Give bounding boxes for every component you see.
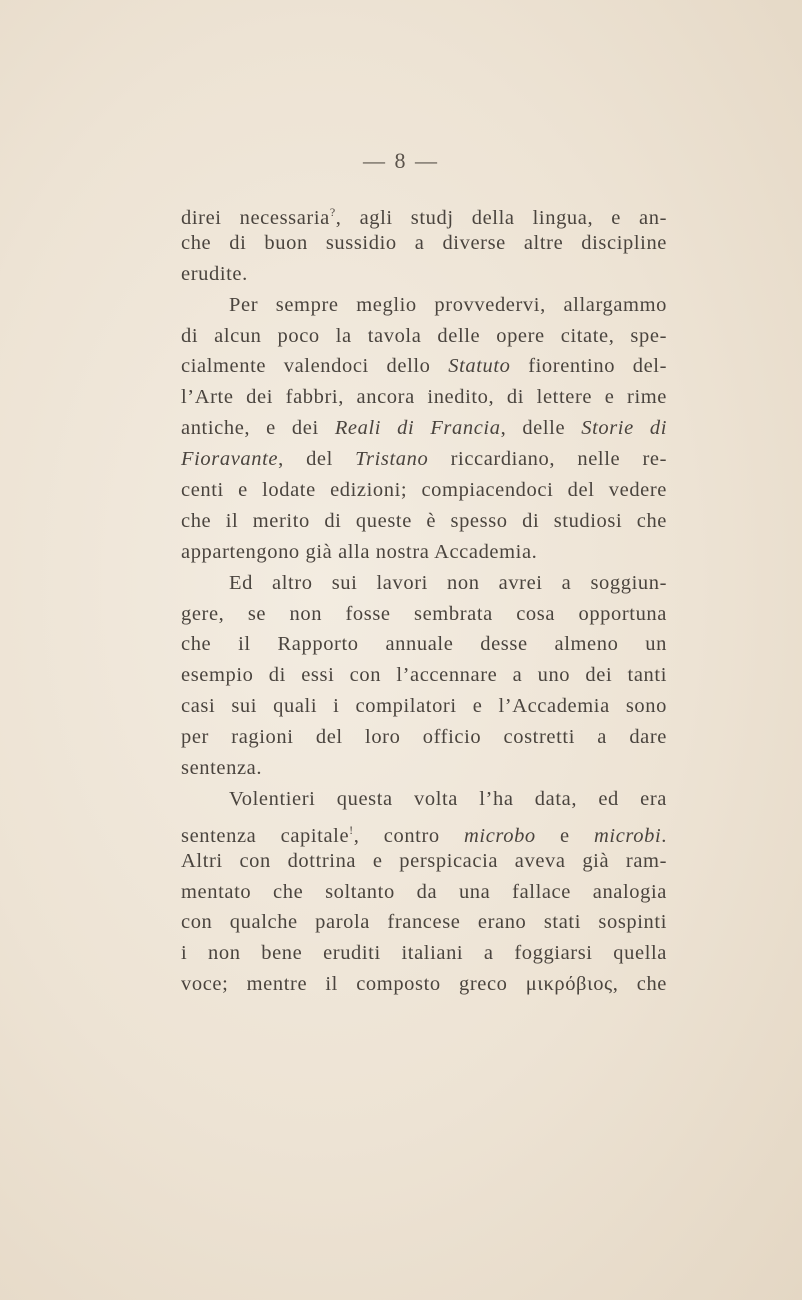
text-line: Altri con dottrina e perspicacia aveva già ram- [181, 849, 667, 872]
text-span: sentenza capitale [181, 824, 350, 847]
text-line: esempio di essi con l’accennare a uno dei tanti [181, 664, 667, 687]
text-line [181, 413, 667, 444]
text-line: di alcun poco la tavola delle opere citate, spe- [181, 324, 667, 347]
italic-word: microbi [594, 824, 662, 847]
text-line: gere, se non fosse sembrata cosa opportuna [181, 602, 667, 625]
text-line [181, 197, 667, 228]
text-line: centi e lodate edizioni; compiacendoci del vedere [181, 479, 667, 502]
footnote-marker: ! [349, 822, 354, 837]
text-line: che il merito di queste è spesso di studiosi che [181, 509, 667, 532]
text-line: appartengono già alla nostra Accademia. [181, 540, 538, 563]
text-span: . [661, 824, 667, 847]
text-span: fiorentino del- [510, 355, 667, 378]
text-line: con qualche parola francese erano stati sospinti [181, 911, 667, 934]
italic-title: Reali di Francia [334, 417, 501, 440]
text-line [181, 351, 667, 382]
text-span: antiche, e dei [181, 417, 335, 440]
text-line: che il Rapporto annuale desse almeno un [181, 633, 667, 656]
text-line: casi sui quali i compilatori e l’Accademia sono [181, 695, 667, 718]
text-line: per ragioni del loro officio costretti a dare [181, 726, 667, 749]
text-span: direi necessaria [181, 206, 330, 229]
text-span: cialmente valendoci dello [181, 355, 449, 378]
page-number: — 8 — [363, 148, 439, 173]
text-line: Volentieri questa volta l’ha data, ed era [229, 787, 667, 810]
body-text [181, 197, 667, 1000]
text-span: riccardiano, nelle re- [428, 448, 667, 471]
text-span: , delle [500, 417, 582, 440]
italic-title: Tristano [355, 448, 429, 471]
text-line: mentato che soltanto da una fallace analogia [181, 880, 667, 903]
text-span: , del [278, 448, 356, 471]
italic-title: Fioravante [181, 448, 279, 471]
text-span: , contro [353, 824, 465, 847]
text-line: i non bene eruditi italiani a foggiarsi quella [181, 942, 667, 965]
text-line: voce; mentre il composto greco μικρόβιος, che [181, 973, 667, 996]
text-line: Per sempre meglio provvedervi, allargammo [229, 293, 667, 316]
text-line [181, 444, 667, 475]
text-line [181, 815, 667, 846]
text-line: l’Arte dei fabbri, ancora inedito, di lettere e rime [181, 386, 667, 409]
text-line: erudite. [181, 262, 248, 285]
footnote-marker: ? [329, 205, 336, 219]
text-line: Ed altro sui lavori non avrei a soggiun- [229, 571, 667, 594]
text-span: , agli studj della lingua, e an- [335, 206, 667, 229]
italic-word: microbo [464, 824, 536, 847]
text-line: sentenza. [181, 757, 263, 780]
italic-title: Storie di [581, 417, 667, 440]
italic-title: Statuto [448, 355, 511, 378]
text-line: che di buon sussidio a diverse altre discipline [181, 231, 667, 254]
text-span: e [535, 824, 595, 847]
